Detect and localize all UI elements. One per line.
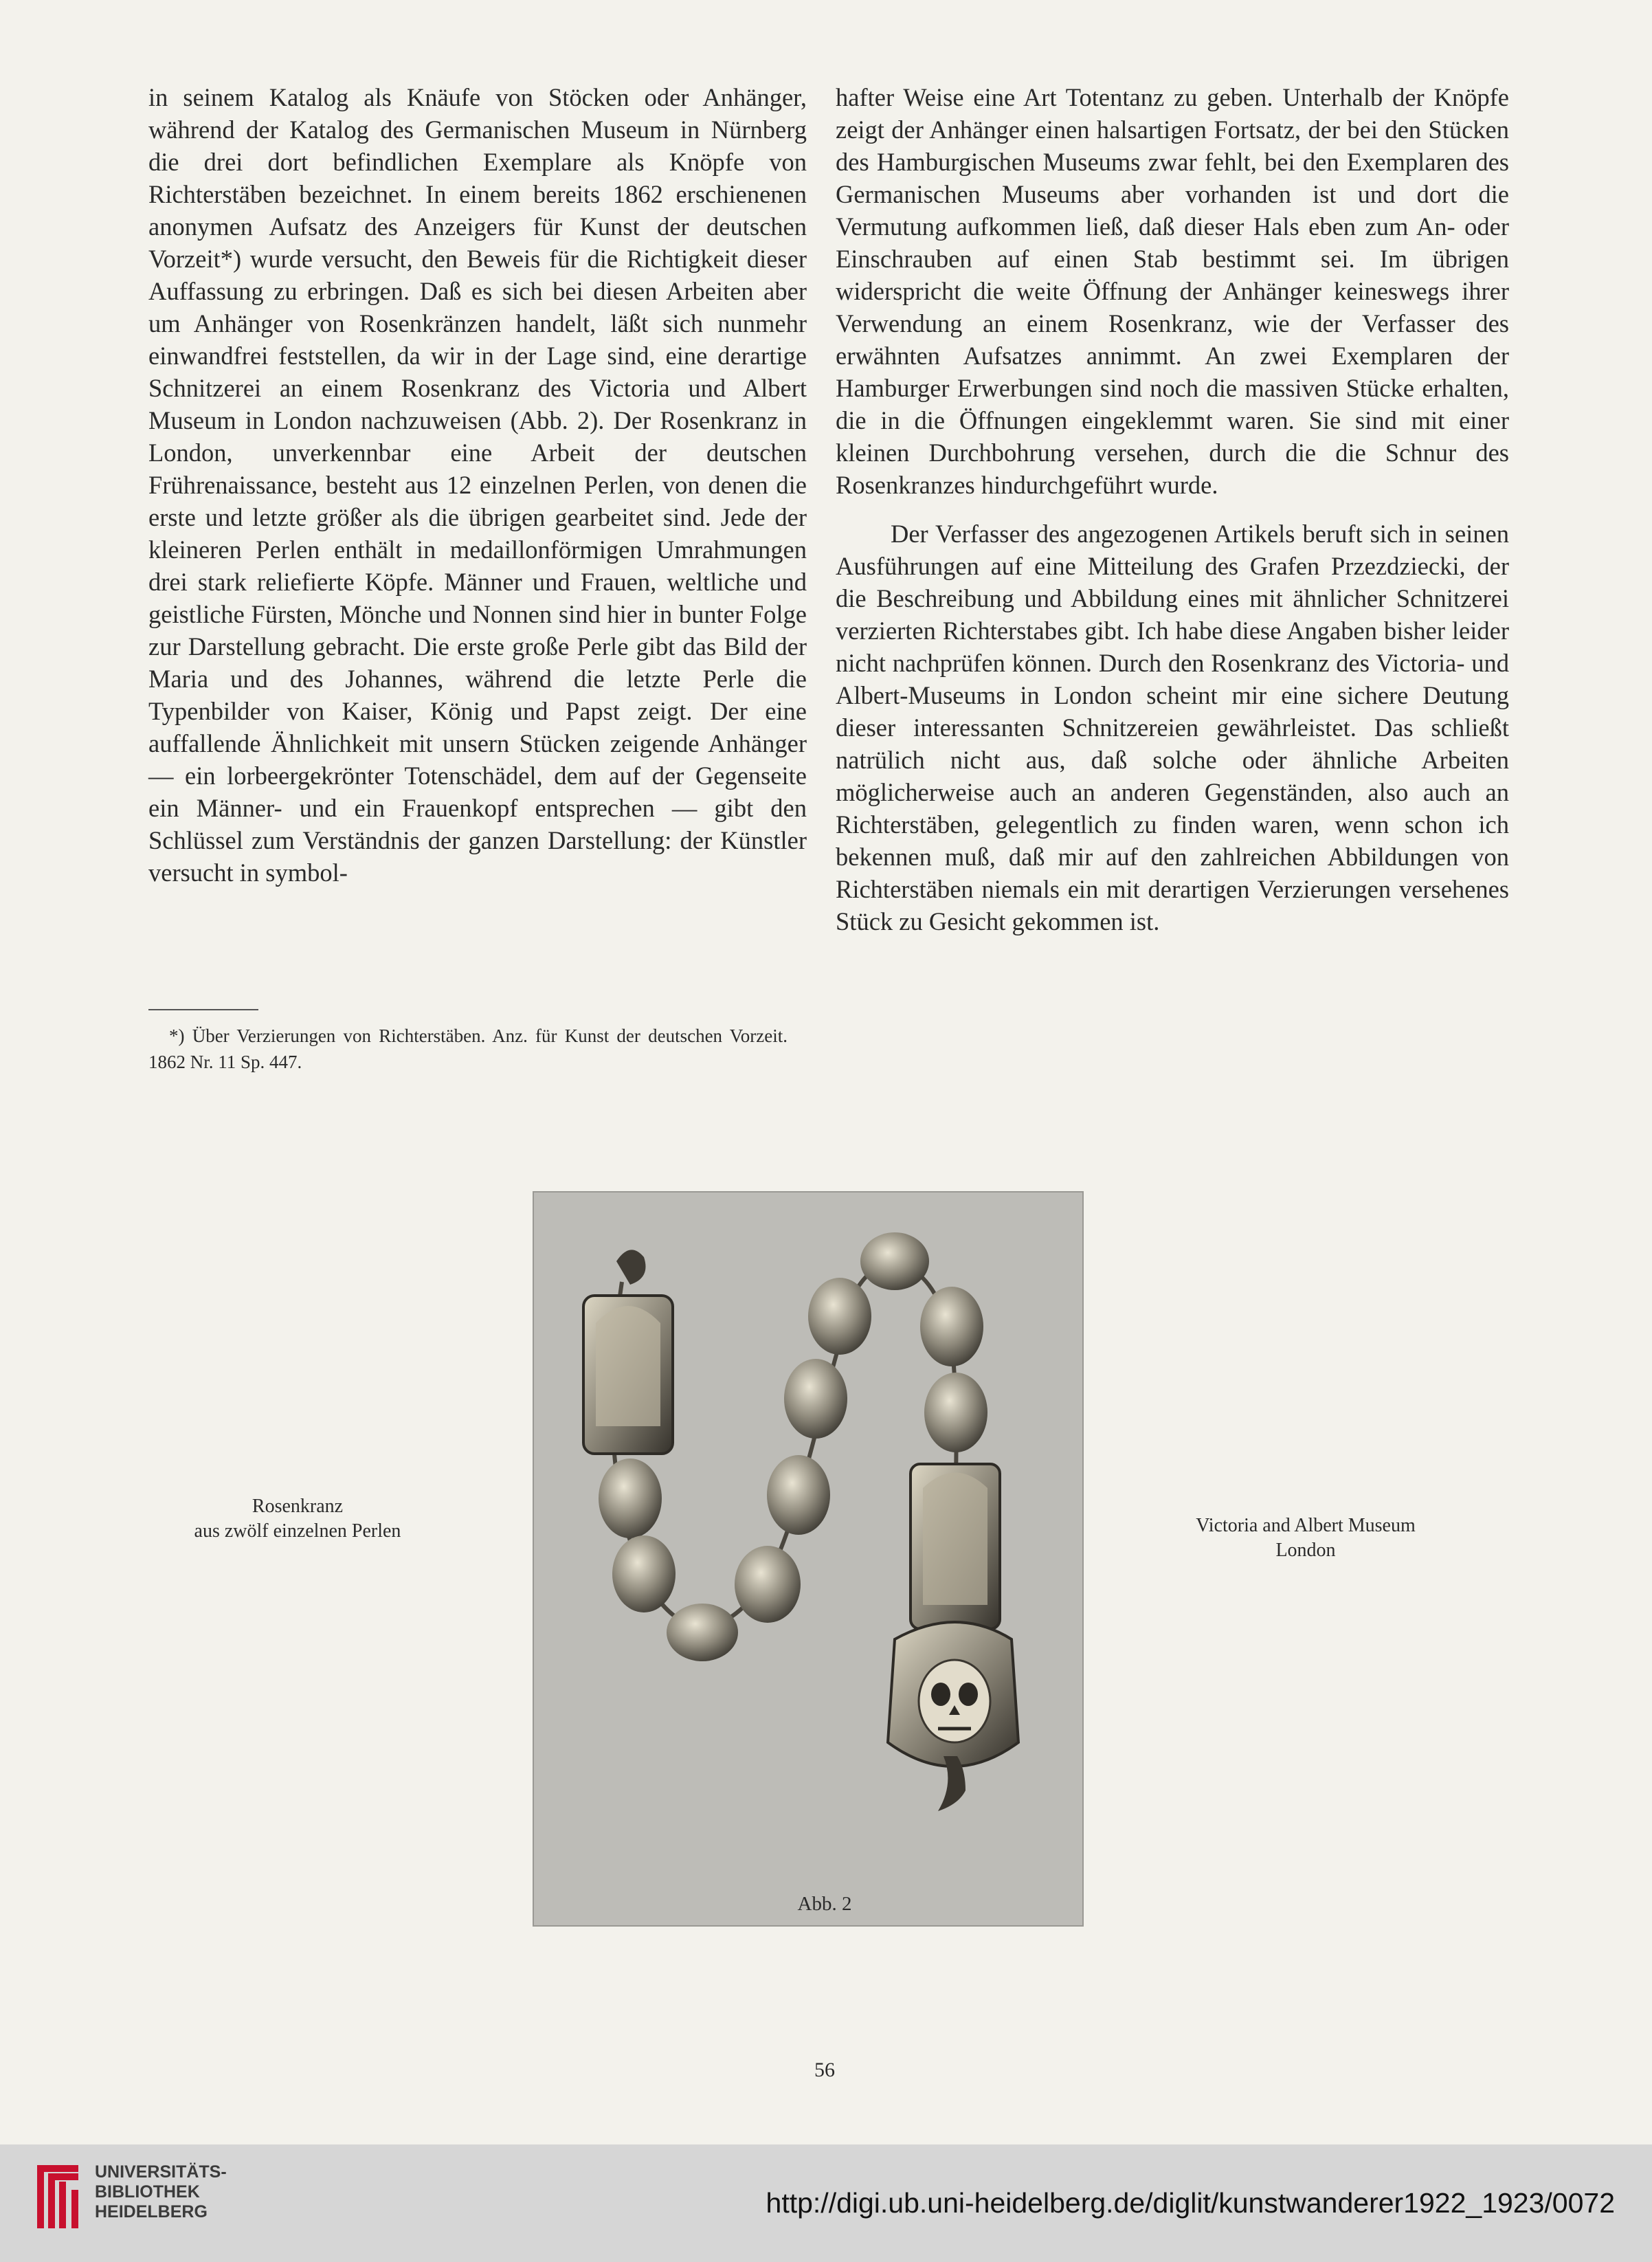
caption-right-line-1: Victoria and Albert Museum	[1196, 1515, 1416, 1536]
right-column-paragraph-2: Der Verfasser des angezogenen Artikels beruft sich in seinen Ausführungen auf eine Mitteilung des Grafen Przezdziecki, der die Beschreibung und Abbildung eines mit ähnlicher Schnitzerei verzierten Richterstabes gibt. Ich habe diese Angaben bisher leider nicht nachprüfen können. Durch den Rosenkranz des Victoria- und Albert-Museums in London scheint mir eine sichere Deutung dieser interessanten Schnitzereien gewährleistet. Das schließt natrülich nicht aus, daß solche oder ähnliche Arbeiten möglicherweise auch an anderen Gegenständen, also auch an Richterstäben, gelegentlich zu finden waren, wenn schon ich bekennen muß, daß mir auf den zahlreichen Abbildungen von Richterstäben niemals ein mit derartigen Verzierungen versehenes Stück zu Gesicht gekommen ist.	[836, 520, 1509, 935]
bead	[924, 1373, 987, 1452]
caption-left-line-2: aus zwölf einzelnen Perlen	[194, 1520, 401, 1542]
right-text-column	[836, 81, 1509, 938]
tassel-top	[616, 1250, 646, 1285]
library-name	[95, 2162, 301, 2222]
library-name-line-3: HEIDELBERG	[95, 2202, 208, 2221]
bead	[667, 1604, 738, 1661]
right-column-paragraph-1: hafter Weise eine Art Totentanz zu geben. Unterhalb der Knöpfe zeigt der Anhänger einen halsartigen Fortsatz, der bei den Stücken des Hamburgischen Museums zwar fehlt, bei den Exemplaren des Germanischen Museums aber vorhanden ist und dort die Vermutung aufkommen ließ, daß dieser Hals eben zum An- oder Einschrauben auf einen Stab bestimmt sei. Im übrigen widerspricht die weite Öffnung der Anhänger keineswegs ihrer Verwendung an einem Rosenkranz, wie der Verfasser des erwähnten Aufsatzes annimmt. An zwei Exemplaren der Hamburger Erwerbungen sind noch die massiven Stücke erhalten, die in die Öffnungen eingeklemmt waren. Sie sind mit einer kleinen Durchbohrung versehen, durch die die Schnur des Rosenkranzes hindurchgeführt wurde.	[836, 83, 1509, 499]
library-name-line-2: BIBLIOTHEK	[95, 2182, 200, 2202]
caption-left	[150, 1494, 445, 1544]
bead	[920, 1287, 983, 1366]
bead	[612, 1535, 676, 1612]
caption-right-line-2: London	[1275, 1540, 1336, 1561]
bead	[784, 1359, 847, 1439]
footnote: *) Über Verzierungen von Richterstäben. Anz. für Kunst der deutschen Vorzeit. 1862 Nr. 11 Sp. 447.	[148, 1025, 788, 1072]
page-number: 56	[814, 2059, 835, 2081]
left-text-column	[148, 81, 807, 889]
library-name-line-1: UNIVERSITÄTS-	[95, 2162, 227, 2182]
bead	[808, 1278, 871, 1355]
rosary-photograph	[533, 1191, 1084, 1927]
left-column-paragraph: in seinem Katalog als Knäufe von Stöcken oder Anhänger, während der Katalog des Germanischen Museum in Nürnberg die drei dort befindlichen Exemplare als Knöpfe von Richterstäben bezeichnet. In einem bereits 1862 erschienenen anonymen Aufsatz des Anzeigers für Kunst der deutschen Vorzeit*) wurde versucht, den Beweis für die Richtigkeit dieser Auffassung zu erbringen. Daß es sich bei diesen Arbeiten aber um Anhänger von Rosenkränzen handelt, läßt sich nunmehr einwandfrei feststellen, da wir in der Lage sind, eine derartige Schnitzerei an einem Rosenkranz des Victoria und Albert Museum in London nachzuweisen (Abb. 2). Der Rosenkranz in London, unverkennbar eine Arbeit der deutschen Frührenaissance, besteht aus 12 einzelnen Perlen, von denen die erste und letzte größer als die übrigen gearbeitet sind. Jede der kleineren Perlen enthält in medaillonförmigen Umrahmungen drei stark reliefierte Köpfe. Männer und Frauen, weltliche und geistliche Fürsten, Mönche und Nonnen sind hier in bunter Folge zur Darstellung gebracht. Die erste große Perle gibt das Bild der Maria und des Johannes, während die letzte Perle die Typenbilder von Kaiser, König und Papst zeigt. Der eine auffallende Ähnlichkeit mit unsern Stücken zeigende Anhänger — ein lorbeergekrönter Totenschädel, dem auf der Gegenseite ein Männer- und ein Frauenkopf entsprechen — gibt den Schlüssel zum Verständnis der ganzen Darstellung: der Künstler versucht in symbol-	[148, 83, 807, 887]
bead	[860, 1232, 929, 1290]
rosary-illustration	[534, 1193, 1082, 1925]
bead	[599, 1459, 662, 1538]
footnote-rule	[148, 1009, 258, 1010]
caption-left-line-1: Rosenkranz	[252, 1496, 344, 1517]
bead	[735, 1546, 801, 1623]
figure-label: Abb. 2	[797, 1893, 852, 1915]
library-logo-icon	[33, 2160, 87, 2235]
caption-right	[1141, 1513, 1471, 1563]
permalink-url[interactable]: http://digi.ub.uni-heidelberg.de/diglit/kunstwanderer1922_1923/0072	[766, 2187, 1615, 2219]
digitization-footer	[0, 2144, 1652, 2262]
bead	[767, 1455, 830, 1535]
